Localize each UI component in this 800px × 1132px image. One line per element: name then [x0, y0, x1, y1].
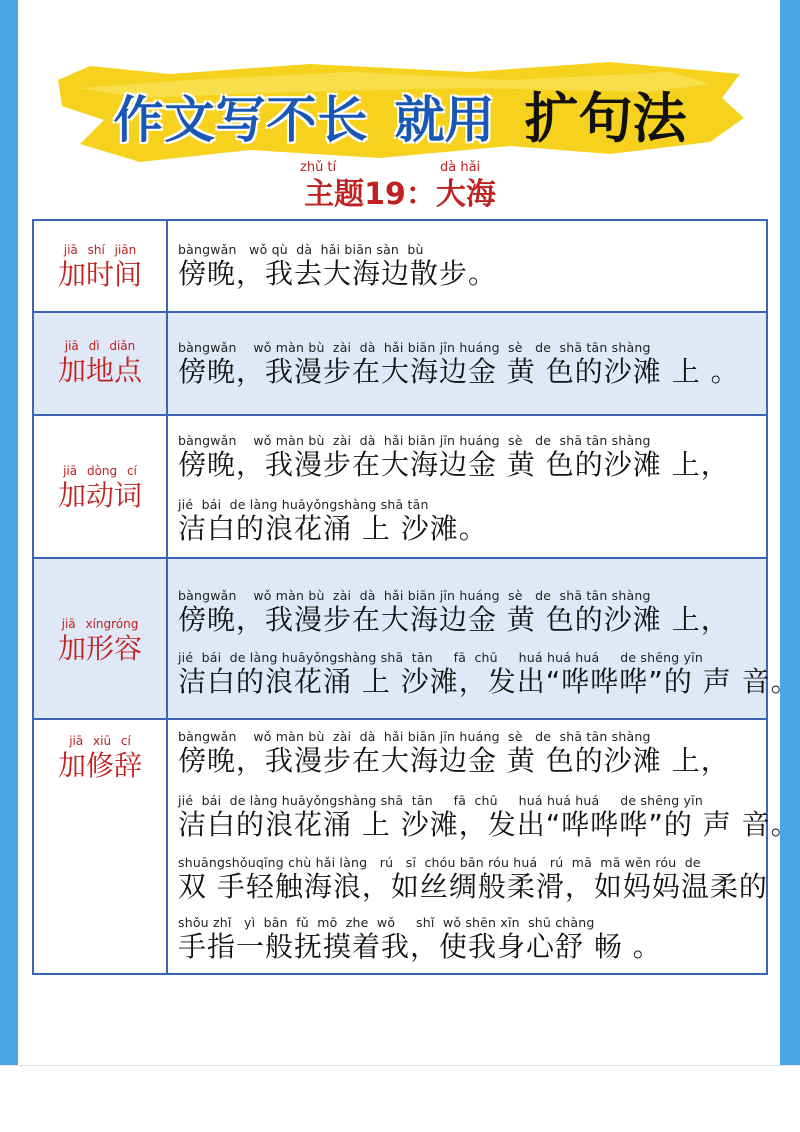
- sentence-text: 傍晚，我漫步在大海边金 黄 色的沙滩 上，: [178, 744, 730, 777]
- sentence-line: [178, 916, 662, 964]
- sentence-pinyin: bàngwǎn wǒ màn bù zài dà hǎi biān jīn huáng sè de shā tān shàng: [178, 588, 651, 603]
- sentence-line: [178, 243, 497, 291]
- sentence-line: [178, 856, 768, 904]
- theme-title: 主题19：大海: [304, 177, 496, 212]
- row-label-text: 加动词: [57, 479, 142, 512]
- table-row-adjective: [34, 559, 800, 720]
- row-label-pinyin: jiā shí jiān: [63, 243, 137, 257]
- row-label-text: 加时间: [57, 258, 142, 291]
- row-label-pinyin: jiā dòng cí: [63, 464, 137, 478]
- sentence-text: 傍晚，我漫步在大海边金 黄 色的沙滩 上，: [178, 603, 730, 636]
- row-label: [34, 617, 166, 667]
- sentence-line: [178, 589, 730, 637]
- row-label-cell: [34, 416, 168, 557]
- row-content: [178, 221, 766, 311]
- expansion-table: [32, 219, 800, 975]
- banner-title-part1: 作文写不长: [113, 91, 369, 149]
- row-label-pinyin: jiā xiū cí: [69, 734, 131, 748]
- banner-title-part2: 就用: [394, 91, 495, 149]
- right-edge-bar: [780, 0, 800, 1065]
- sentence-pinyin: jié bái de làng huāyǒngshàng shā tān: [178, 497, 429, 512]
- row-label-text: 加修辞: [57, 749, 142, 782]
- sentence-text: 洁白的浪花涌 上 沙滩。: [178, 512, 488, 545]
- row-label: [34, 734, 166, 784]
- row-label-text: 加形容: [57, 632, 142, 665]
- sentence-text: 傍晚，我去大海边散步。: [178, 257, 498, 290]
- theme-heading: [250, 160, 550, 214]
- row-content: [178, 416, 766, 557]
- sentence-line: [178, 434, 730, 482]
- row-label-cell: [34, 313, 168, 414]
- sentence-text: 傍晚，我漫步在大海边金 黄 色的沙滩 上 。: [178, 355, 740, 388]
- sentence-pinyin: shuāngshǒuqīng chù hǎi làng rú sī chóu bān róu huá rú mā mā wēn róu de: [178, 855, 701, 870]
- sentence-text: 手指一般抚摸着我，使我身心舒 畅 。: [178, 930, 662, 963]
- banner-title-part3: 扩句法: [524, 87, 687, 150]
- row-label: [34, 464, 166, 514]
- theme-pinyin-dahai: dà hǎi: [440, 160, 481, 175]
- row-label: [34, 243, 166, 293]
- row-label-cell: [34, 720, 168, 973]
- table-row-verb: [34, 416, 766, 559]
- sentence-pinyin: shǒu zhǐ yì bān fǔ mō zhe wǒ shǐ wǒ shēn xīn shū chàng: [178, 915, 595, 930]
- row-label-pinyin: jiā dì diǎn: [64, 339, 136, 353]
- row-content: [178, 559, 800, 718]
- sentence-pinyin: bàngwǎn wǒ màn bù zài dà hǎi biān jīn huáng sè de shā tān shàng: [178, 433, 651, 448]
- theme-pinyin: [250, 160, 550, 176]
- sentence-text: 双 手轻触海浪，如丝绸般柔滑，如妈妈温柔的: [178, 870, 768, 903]
- sentence-line: [178, 651, 800, 699]
- row-label: [34, 339, 166, 389]
- left-edge-bar: [0, 0, 18, 1065]
- sentence-line: [178, 794, 800, 842]
- table-row-rhetoric: [34, 720, 800, 973]
- sentence-text: 洁白的浪花涌 上 沙滩，发出“哗哗哗”的 声 音。: [178, 665, 800, 698]
- sentence-pinyin: jié bái de làng huāyǒngshàng shā tān fā chū huá huá huá de shēng yīn: [178, 650, 703, 665]
- sentence-pinyin: jié bái de làng huāyǒngshàng shā tān fā chū huá huá huá de shēng yīn: [178, 793, 703, 808]
- title-banner: [50, 58, 750, 168]
- sentence-text: 傍晚，我漫步在大海边金 黄 色的沙滩 上，: [178, 448, 730, 481]
- row-label-text: 加地点: [57, 354, 142, 387]
- sentence-line: [178, 498, 488, 546]
- table-row-place: [34, 313, 766, 416]
- sentence-pinyin: bàngwǎn wǒ màn bù zài dà hǎi biān jīn huáng sè de shā tān shàng: [178, 729, 651, 744]
- banner-title: [50, 76, 750, 153]
- sentence-pinyin: bàngwǎn wǒ qù dà hǎi biān sàn bù: [178, 242, 424, 257]
- sentence-pinyin: bàngwǎn wǒ màn bù zài dà hǎi biān jīn huáng sè de shā tān shàng: [178, 340, 651, 355]
- sentence-text: 洁白的浪花涌 上 沙滩，发出“哗哗哗”的 声 音。: [178, 808, 800, 841]
- row-content: [178, 313, 766, 414]
- theme-pinyin-zhuti: zhǔ tí: [300, 160, 337, 175]
- row-label-pinyin: jiā xíngróng: [61, 617, 139, 631]
- row-label-cell: [34, 221, 168, 311]
- row-content: [178, 720, 800, 973]
- row-label-cell: [34, 559, 168, 718]
- table-row-time: [34, 221, 766, 313]
- sentence-line: [178, 341, 740, 389]
- sentence-line: [178, 730, 730, 778]
- page-bottom-line: [0, 1065, 800, 1066]
